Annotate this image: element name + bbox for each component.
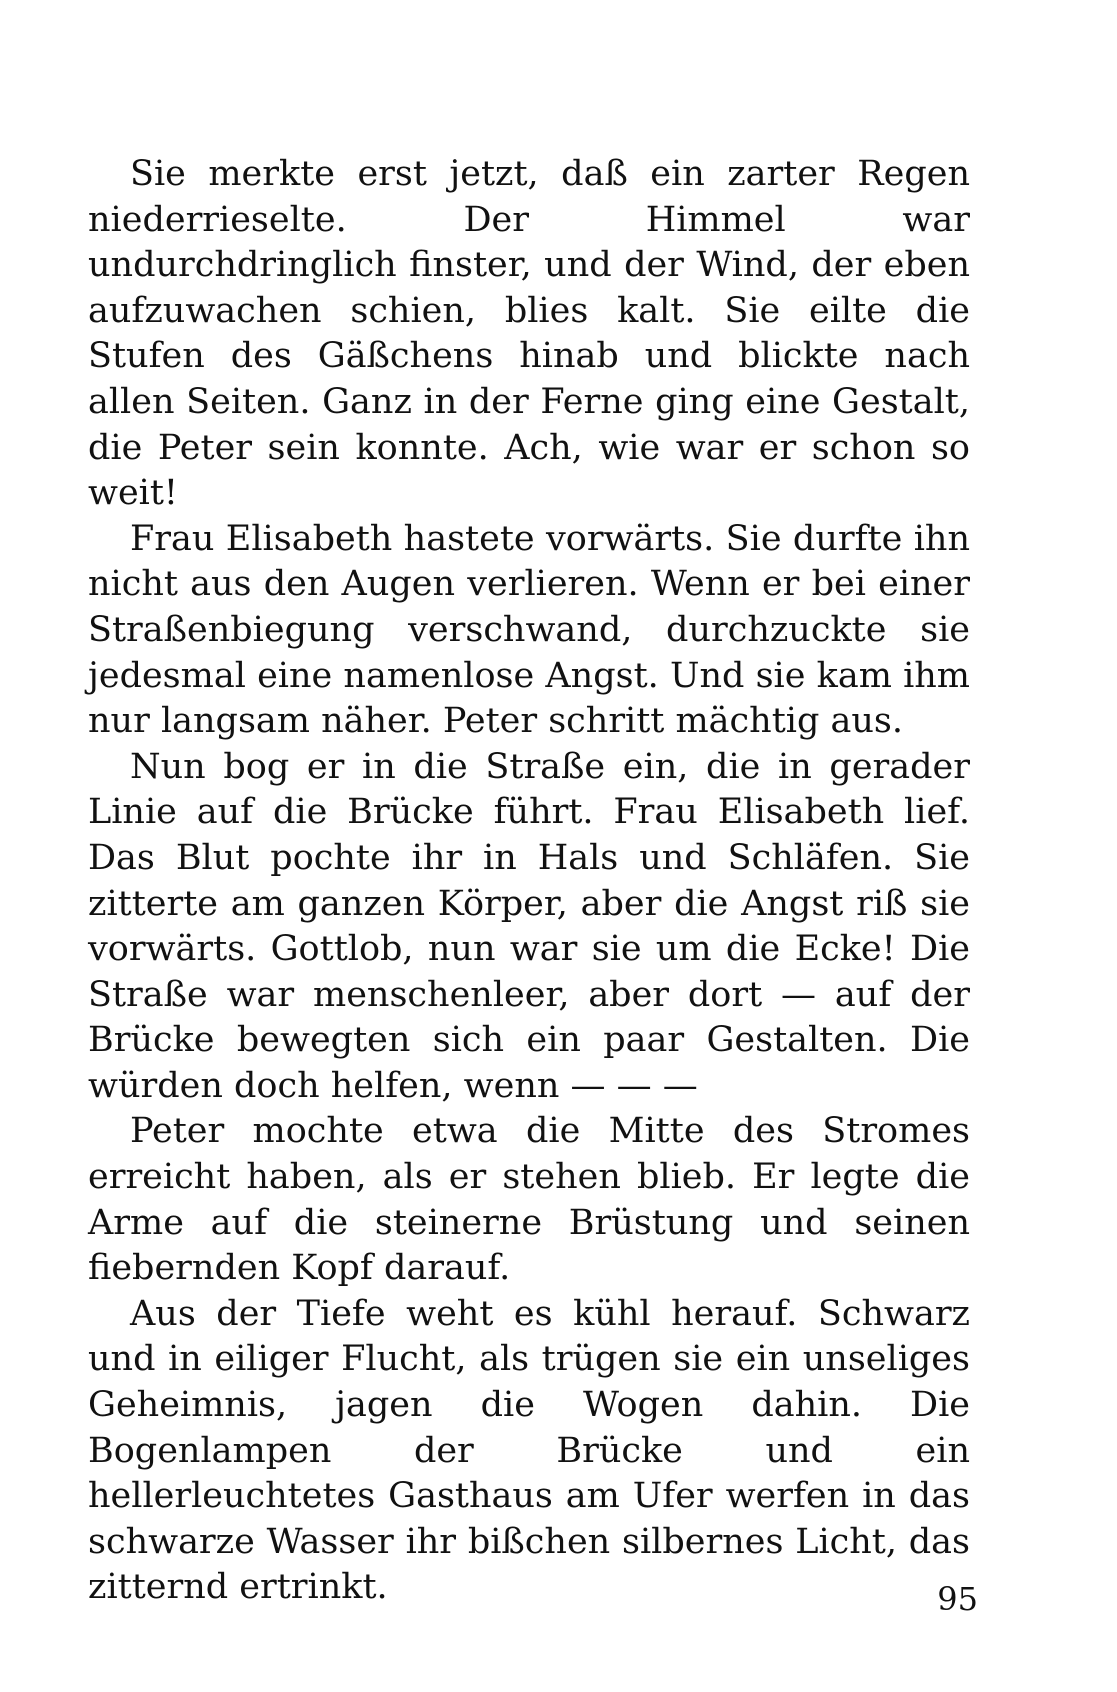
paragraph-2: Frau Elisabeth hastete vorwärts. Sie durfte ihn nicht aus den Augen verlieren. Wenn er bei einer Straßenbiegung verschwand, durchzuckte sie jedesmal eine namenlose Angst. Und sie kam ihm nur langsam näher. Peter schritt mächtig aus. [88, 518, 970, 742]
paragraph-1: Sie merkte erst jetzt, daß ein zarter Regen niederrieselte. Der Himmel war undurchdringlich finster, und der Wind, der eben aufzuwachen schien, blies kalt. Sie eilte die Stufen des Gäßchens hinab und blickte nach allen Seiten. Ganz in der Ferne ging eine Gestalt, die Peter sein konnte. Ach, wie war er schon so weit! [88, 154, 970, 514]
paragraph-3: Nun bog er in die Straße ein, die in gerader Linie auf die Brücke führt. Frau Elisabeth lief. Das Blut pochte ihr in Hals und Schläfen. Sie zitterte am ganzen Körper, aber die Angst riß sie vorwärts. Gottlob, nun war sie um die Ecke! Die Straße war menschenleer, aber dort — auf der Brücke bewegten sich ein paar Gestalten. Die würden doch helfen, wenn — — — [88, 746, 970, 1106]
paragraph-5: Aus der Tiefe weht es kühl herauf. Schwarz und in eiliger Flucht, als trügen sie ein unseliges Geheimnis, jagen die Wogen dahin. Die Bogenlampen der Brücke und ein hellerleuchtetes Gasthaus am Ufer werfen in das schwarze Wasser ihr bißchen silbernes Licht, das zitternd ertrinkt. [88, 1293, 970, 1608]
paragraph-4: Peter mochte etwa die Mitte des Stromes erreicht haben, als er stehen blieb. Er legte die Arme auf die steinerne Brüstung und seinen fiebernden Kopf darauf. [88, 1111, 970, 1289]
page-number: 95 [937, 1580, 978, 1618]
body-text [88, 152, 970, 1611]
